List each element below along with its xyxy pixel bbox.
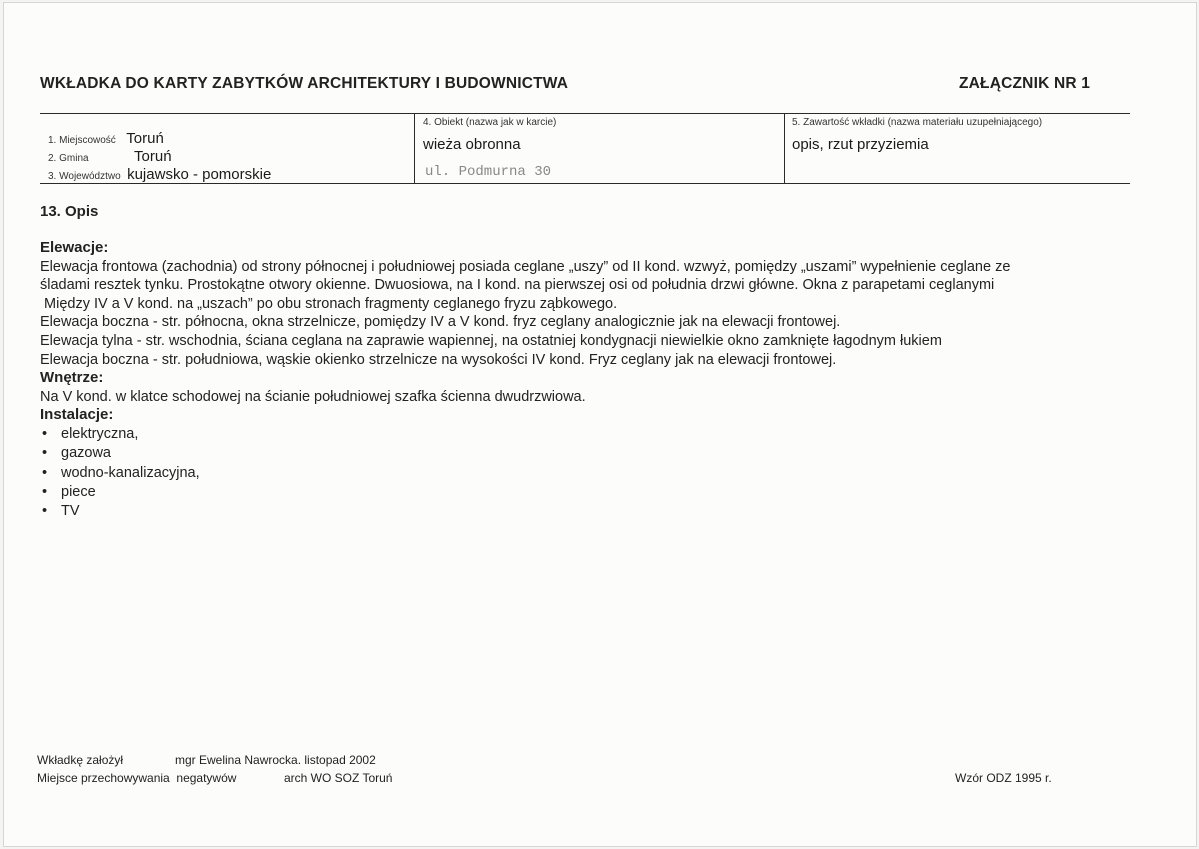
bullet-icon: • [42, 483, 48, 500]
author-label: Wkładkę założył [37, 753, 124, 767]
bullet-icon: • [42, 425, 48, 442]
installations-heading: Instalacje: [40, 406, 114, 424]
installation-item: elektryczna, [61, 425, 139, 442]
installation-item: TV [61, 503, 80, 520]
section-title: 13. Opis [40, 203, 99, 220]
installation-item: piece [61, 483, 96, 500]
bullet-icon: • [42, 445, 48, 462]
contents-label: 5. Zawartość wkładki (nazwa materiału uzupełniającego) [792, 117, 1043, 128]
author-value: mgr Ewelina Nawrocka. listopad 2002 [175, 753, 376, 767]
object-label: 4. Obiekt (nazwa jak w karcie) [423, 117, 557, 128]
bullet-icon: • [42, 464, 48, 481]
elevations-heading: Elewacje: [40, 239, 109, 256]
list-item [40, 502, 1150, 521]
elevation-line: śladami resztek tynku. Prostokątne otwory okienne. Dwuosiowa, na I kond. na pierwszej osi od południa drzwi główne. Okna z parapetami ceglanymi [40, 277, 995, 294]
elevation-line: Elewacja frontowa (zachodnia) od strony północnej i południowej posiada ceglane „uszy” od II kond. wzwyż, pomiędzy „uszami” wypełnienie ceglane ze [40, 258, 1011, 275]
commune-value: Toruń [134, 148, 172, 165]
object-address: ul. Podmurna 30 [425, 164, 552, 180]
list-item [40, 483, 1150, 502]
installations-list [40, 425, 1150, 521]
object-name: wieża obronna [423, 136, 521, 153]
town-value: Toruń [126, 130, 164, 147]
storage-label: Miejsce przechowywania negatywów [37, 771, 237, 785]
form-top-rule [40, 113, 1130, 114]
interior-heading: Wnętrze: [40, 369, 104, 387]
province-field [48, 166, 271, 184]
interior-text: Na V kond. w klatce schodowej na ścianie południowej szafka ścienna dwudrzwiowa. [40, 388, 586, 405]
commune-field [48, 148, 172, 166]
installation-item: gazowa [61, 445, 111, 462]
list-item [40, 425, 1150, 444]
list-item [40, 444, 1150, 463]
bullet-icon: • [42, 503, 48, 520]
elevation-line: Elewacja boczna - str. południowa, wąskie okienko strzelnicze na wysokości IV kond. Fryz ceglany jak na elewacji frontowej. [40, 351, 837, 368]
contents-value: opis, rzut przyziemia [792, 136, 929, 153]
elevation-line: Między IV a V kond. na „uszach” po obu stronach fragmenty ceglanego fryzu ząbkowego. [40, 295, 618, 312]
province-value: kujawsko - pomorskie [127, 166, 272, 183]
elevation-line: Elewacja tylna - str. wschodnia, ściana ceglana na zaprawie wapiennej, na ostatniej kondygnacji niewielkie okno zamknięte łagodnym łukiem [40, 332, 942, 349]
elevation-line: Elewacja boczna - str. północna, okna strzelnicze, pomiędzy IV a V kond. fryz ceglany analogicznie jak na elewacji frontowej. [40, 314, 841, 331]
form-divider-1 [414, 113, 415, 183]
storage-value: arch WO SOZ Toruń [284, 771, 393, 785]
commune-label: 2. Gmina [48, 153, 89, 164]
town-label: 1. Miejscowość [48, 135, 116, 146]
document-page [3, 2, 1197, 847]
document-title: WKŁADKA DO KARTY ZABYTKÓW ARCHITEKTURY I BUDOWNICTWA [40, 75, 569, 92]
description-body [40, 239, 1150, 521]
form-divider-2 [784, 113, 785, 183]
town-field [48, 130, 164, 148]
province-label: 3. Województwo [48, 171, 121, 182]
attachment-number: ZAŁĄCZNIK NR 1 [959, 75, 1091, 92]
template-version: Wzór ODZ 1995 r. [955, 771, 1052, 785]
installation-item: wodno-kanalizacyjna, [61, 464, 200, 481]
list-item [40, 464, 1150, 483]
